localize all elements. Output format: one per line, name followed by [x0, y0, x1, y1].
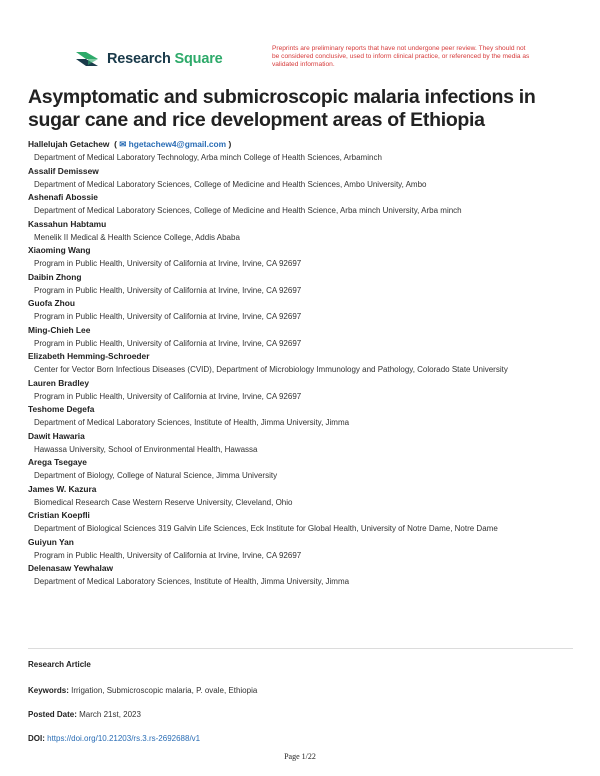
keywords-value: Irrigation, Submicroscopic malaria, P. ovale, Ethiopia — [71, 686, 258, 695]
author-entry — [28, 138, 578, 165]
author-affiliation: Department of Medical Laboratory Sciences, College of Medicine and Health Science, Arba minch University, Arba minch — [34, 206, 462, 216]
author-entry — [28, 509, 578, 536]
author-entry — [28, 218, 578, 245]
envelope-icon: ✉ — [119, 139, 127, 149]
author-affiliation: Department of Medical Laboratory Sciences, Institute of Health, Jimma University, Jimma — [34, 577, 350, 587]
author-entry — [28, 324, 578, 351]
author-entry — [28, 165, 578, 192]
author-affiliation: Program in Public Health, University of California at Irvine, Irvine, CA 92697 — [34, 338, 302, 348]
page-header — [74, 46, 534, 76]
author-affiliation: Department of Medical Laboratory Sciences, Institute of Health, Jimma University, Jimma — [34, 418, 350, 428]
author-name: Ashenafi Abossie — [28, 192, 98, 202]
page-number: Page 1/22 — [284, 752, 316, 761]
author-entry — [28, 377, 578, 404]
author-affiliation: Program in Public Health, University of California at Irvine, Irvine, CA 92697 — [34, 312, 302, 322]
preprint-disclaimer: Preprints are preliminary reports that have not undergone peer review. They should not be considered conclusive, used to inform clinical practice, or referenced by the media as validated information. — [272, 45, 530, 69]
author-affiliation: Department of Biological Sciences 319 Galvin Life Sciences, Eck Institute for Global Health, University of Notre Dame, Notre Dame — [34, 524, 498, 534]
author-name: James W. Kazura — [28, 483, 97, 494]
author-name: Dawit Hawaria — [28, 430, 85, 441]
author-affiliation: Program in Public Health, University of California at Irvine, Irvine, CA 92697 — [34, 550, 302, 560]
doi-line — [28, 734, 200, 743]
author-name: Teshome Degefa — [28, 404, 95, 414]
author-name: Hallelujah Getachew ( ✉ hgetachew4@gmail.com ) — [28, 139, 232, 149]
author-name: Lauren Bradley — [28, 377, 89, 388]
author-entry — [28, 456, 578, 483]
section-divider — [28, 648, 573, 649]
author-entry — [28, 271, 578, 298]
author-entry — [28, 430, 578, 457]
author-affiliation: Department of Medical Laboratory Sciences, College of Medicine and Health Sciences, Ambo University, Ambo — [34, 179, 427, 189]
author-affiliation: Department of Medical Laboratory Technology, Arba minch College of Health Sciences, Arbaminch — [34, 153, 382, 163]
author-name: Guiyun Yan — [28, 536, 74, 547]
logo-text: Research Square — [107, 51, 223, 67]
posted-date-label: Posted Date: — [28, 710, 77, 719]
author-name: Arega Tsegaye — [28, 457, 87, 467]
author-name: Guofa Zhou — [28, 298, 75, 308]
author-affiliation: Department of Biology, College of Natural Science, Jimma University — [34, 471, 278, 481]
author-affiliation: Biomedical Research Case Western Reserve University, Cleveland, Ohio — [34, 497, 293, 507]
author-entry — [28, 483, 578, 510]
posted-date-line — [28, 710, 141, 719]
author-list — [28, 138, 578, 589]
author-affiliation: Hawassa University, School of Environmental Health, Hawassa — [34, 444, 258, 454]
article-type: Research Article — [28, 660, 91, 669]
author-entry — [28, 297, 578, 324]
posted-date-value: March 21st, 2023 — [79, 710, 141, 719]
author-affiliation: Program in Public Health, University of California at Irvine, Irvine, CA 92697 — [34, 259, 302, 269]
research-square-logo-icon — [74, 48, 100, 70]
author-name: Xiaoming Wang — [28, 245, 91, 255]
author-name: Kassahun Habtamu — [28, 218, 107, 229]
author-name: Elizabeth Hemming-Schroeder — [28, 351, 150, 361]
author-entry — [28, 244, 578, 271]
keywords-label: Keywords: — [28, 686, 69, 695]
author-name: Ming-Chieh Lee — [28, 324, 91, 335]
author-affiliation: Program in Public Health, University of California at Irvine, Irvine, CA 92697 — [34, 391, 302, 401]
author-affiliation: Center for Vector Born Infectious Diseases (CVID), Department of Microbiology Immunology and Pathology, Colorado State University — [34, 365, 508, 375]
author-name: Assalif Demissew — [28, 165, 99, 176]
author-name: Delenasaw Yewhalaw — [28, 563, 114, 573]
author-email-link[interactable]: ✉ hgetachew4@gmail.com — [119, 139, 227, 149]
research-square-logo[interactable] — [74, 48, 223, 70]
doi-label: DOI: — [28, 734, 45, 743]
author-entry — [28, 536, 578, 563]
author-affiliation: Program in Public Health, University of California at Irvine, Irvine, CA 92697 — [34, 285, 302, 295]
author-entry — [28, 350, 578, 377]
author-name: Daibin Zhong — [28, 271, 82, 282]
doi-link[interactable]: https://doi.org/10.21203/rs.3.rs-2692688/v1 — [47, 734, 201, 743]
author-entry — [28, 191, 578, 218]
author-affiliation: Menelik II Medical & Health Science College, Addis Ababa — [34, 232, 240, 242]
author-entry — [28, 403, 578, 430]
author-entry — [28, 562, 578, 589]
author-name: Cristian Koepfli — [28, 510, 90, 520]
paper-title: Asymptomatic and submicroscopic malaria infections in sugar cane and rice development areas of Ethiopia — [28, 86, 536, 131]
keywords-line — [28, 686, 257, 695]
